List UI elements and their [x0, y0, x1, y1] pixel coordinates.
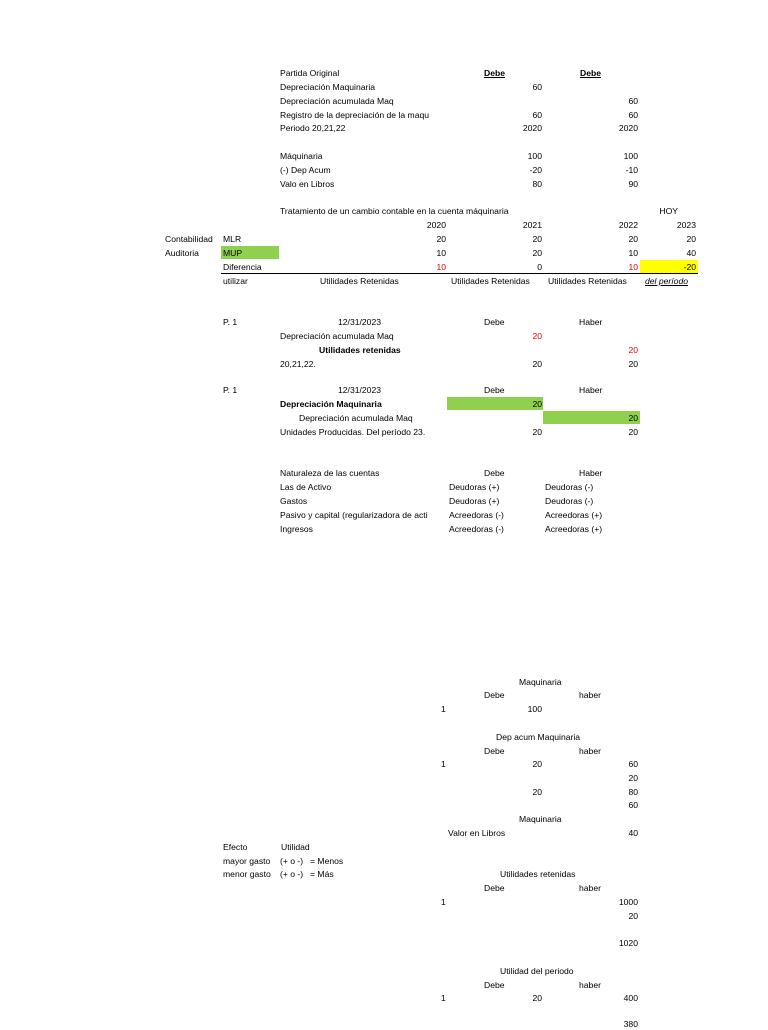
row-label: Depreciación Maquinaria [280, 82, 376, 92]
row-value-a: 60 [532, 82, 542, 92]
p1-date: 12/31/2023 [338, 317, 382, 327]
t-ur-value: 1000 [618, 897, 638, 907]
p1-line1-value: 20 [532, 331, 542, 341]
utilizar-label: utilizar [223, 276, 248, 286]
t-dep-ref: 1 [441, 759, 446, 769]
t-maquinaria-ref: 1 [441, 704, 446, 714]
row-label: Máquinaria [280, 151, 323, 161]
mup-value: 20 [532, 248, 542, 258]
del-periodo-label: del período [645, 276, 689, 286]
naturaleza-row-debe: Deudoras (+) [449, 482, 500, 492]
p1b-line2: Depreciación acumulada Maq [299, 413, 413, 423]
auditoria-label: Auditoria [165, 248, 199, 258]
naturaleza-title: Naturaleza de las cuentas [280, 468, 380, 478]
t-ur-title: Utilidades retenidas [500, 869, 576, 879]
t-up-debe-value: 20 [532, 993, 542, 1003]
diferencia-label: Diferencia [223, 262, 262, 272]
partida-original-label: Partida Original [280, 68, 340, 78]
p1-total-debe: 20 [532, 359, 542, 369]
mup-value: 10 [628, 248, 638, 258]
t-maquinaria-debe: Debe [484, 690, 505, 700]
t-up-title: Utilidad del periodo [500, 966, 574, 976]
t-dep-total-haber: 80 [628, 787, 638, 797]
t-up-debe: Debe [484, 980, 505, 990]
p1-line2: Utilidades retenidas [319, 345, 401, 355]
contabilidad-label: Contabilidad [165, 234, 213, 244]
row-value-b: 90 [628, 179, 638, 189]
naturaleza-row-label: Las de Activo [280, 482, 332, 492]
naturaleza-row-label: Pasivo y capital (regularizadora de acti [280, 510, 428, 520]
p1b-ref: P. 1 [223, 385, 238, 395]
naturaleza-row-haber: Acreedoras (+) [545, 524, 603, 534]
naturaleza-haber: Haber [579, 468, 603, 478]
p1b-line2-value: 20 [628, 413, 638, 423]
efecto-row-sign: (+ o -) [280, 869, 304, 879]
year-2023: 2023 [676, 220, 696, 230]
p1b-total-haber: 20 [628, 427, 638, 437]
row-value-b: 60 [628, 96, 638, 106]
year-2021: 2021 [522, 220, 542, 230]
p1-total-haber: 20 [628, 359, 638, 369]
debe-header-1: Debe [484, 68, 506, 78]
p1-line1: Depreciación acumulada Maq [280, 331, 394, 341]
t-maquinaria-haber: haber [579, 690, 601, 700]
row-value-b: 60 [628, 110, 638, 120]
efecto-row-sign: (+ o -) [280, 856, 304, 866]
hoy-label: HOY [659, 206, 678, 216]
utilidades-retenidas-label: Utilidades Retenidas [548, 276, 627, 286]
naturaleza-row-label: Gastos [280, 496, 308, 506]
diferencia-value: 10 [628, 262, 638, 272]
debe-header-2: Debe [580, 68, 602, 78]
t-valor-title: Maquinaria [519, 814, 562, 824]
mup-value: 10 [436, 248, 446, 258]
p1b-debe: Debe [484, 385, 505, 395]
efecto-row-label: mayor gasto [223, 856, 271, 866]
year-2022: 2022 [618, 220, 638, 230]
row-value-b: 2020 [618, 123, 638, 133]
p1b-date: 12/31/2023 [338, 385, 382, 395]
t-ur-haber: haber [579, 883, 601, 893]
t-ur-ref: 1 [441, 897, 446, 907]
row-value-b: -10 [625, 165, 638, 175]
t-maquinaria-title: Maquinaria [519, 677, 562, 687]
p1-debe: Debe [484, 317, 505, 327]
naturaleza-debe: Debe [484, 468, 505, 478]
naturaleza-row-haber: Deudoras (-) [545, 496, 594, 506]
p1b-line3: Unidades Producidas. Del período 23. [280, 427, 426, 437]
diferencia-value: 10 [436, 262, 446, 272]
row-value-a: 100 [527, 151, 542, 161]
diferencia-value: 0 [537, 262, 542, 272]
row-label: (-) Dep Acum [280, 165, 331, 175]
mup-value: 40 [686, 248, 696, 258]
t-dep-haber-value: 20 [628, 773, 638, 783]
utilidad-header: Utilidad [281, 842, 310, 852]
naturaleza-row-debe: Acreedoras (-) [449, 510, 504, 520]
p1-line2-value: 20 [628, 345, 638, 355]
naturaleza-row-debe: Acreedoras (-) [449, 524, 504, 534]
row-value-b: 100 [623, 151, 638, 161]
t-dep-saldo: 60 [628, 800, 638, 810]
efecto-row-label: menor gasto [223, 869, 271, 879]
t-up-cut-value: 380 [623, 1019, 638, 1029]
utilidades-retenidas-label: Utilidades Retenidas [320, 276, 399, 286]
row-value-a: 2020 [522, 123, 542, 133]
t-dep-debe: Debe [484, 746, 505, 756]
t-dep-haber: haber [579, 746, 601, 756]
mlr-value: 20 [436, 234, 446, 244]
row-value-a: 60 [532, 110, 542, 120]
diferencia-divider [221, 273, 698, 274]
row-label: Depreciación acumulada Maq [280, 96, 394, 106]
row-label: Registro de la depreciación de la maqu [280, 110, 430, 120]
t-ur-debe: Debe [484, 883, 505, 893]
row-value-a: -20 [529, 165, 542, 175]
row-value-a: 80 [532, 179, 542, 189]
p1-ref: P. 1 [223, 317, 238, 327]
p1b-total-debe: 20 [532, 427, 542, 437]
mlr-value: 20 [628, 234, 638, 244]
t-dep-title: Dep acum Maquinaria [496, 732, 581, 742]
p1b-line1: Depreciación Maquinaria [280, 399, 382, 409]
p1-haber: Haber [579, 317, 603, 327]
p1b-line1-value: 20 [532, 399, 542, 409]
naturaleza-row-haber: Deudoras (-) [545, 482, 594, 492]
diferencia-value: -20 [683, 262, 696, 272]
naturaleza-row-debe: Deudoras (+) [449, 496, 500, 506]
t-maquinaria-value: 100 [527, 704, 542, 714]
t-dep-haber-value: 60 [628, 759, 638, 769]
tratamiento-title: Tratamiento de un cambio contable en la cuenta máquinaria [280, 206, 509, 216]
mlr-label: MLR [223, 234, 242, 244]
efecto-row-result: = Más [310, 869, 334, 879]
t-valor-label: Valor en Libros [448, 828, 506, 838]
row-label: Periodo 20,21,22 [280, 123, 346, 133]
mlr-value: 20 [686, 234, 696, 244]
utilidades-retenidas-label: Utilidades Retenidas [451, 276, 530, 286]
t-valor-value: 40 [628, 828, 638, 838]
t-dep-debe-value: 20 [532, 759, 542, 769]
year-2020: 2020 [426, 220, 446, 230]
p1-line3: 20,21,22. [280, 359, 316, 369]
t-ur-value: 20 [628, 911, 638, 921]
naturaleza-row-label: Ingresos [280, 524, 313, 534]
p1b-haber: Haber [579, 385, 603, 395]
efecto-header: Efecto [223, 842, 248, 852]
efecto-row-result: = Menos [310, 856, 344, 866]
naturaleza-row-haber: Acreedoras (+) [545, 510, 603, 520]
t-up-ref: 1 [441, 993, 446, 1003]
t-up-haber: haber [579, 980, 601, 990]
row-label: Valo en Libros [280, 179, 335, 189]
t-dep-total-debe: 20 [532, 787, 542, 797]
t-up-haber-value: 400 [623, 993, 638, 1003]
mlr-value: 20 [532, 234, 542, 244]
t-ur-total: 1020 [618, 938, 638, 948]
mup-label: MUP [223, 248, 243, 258]
